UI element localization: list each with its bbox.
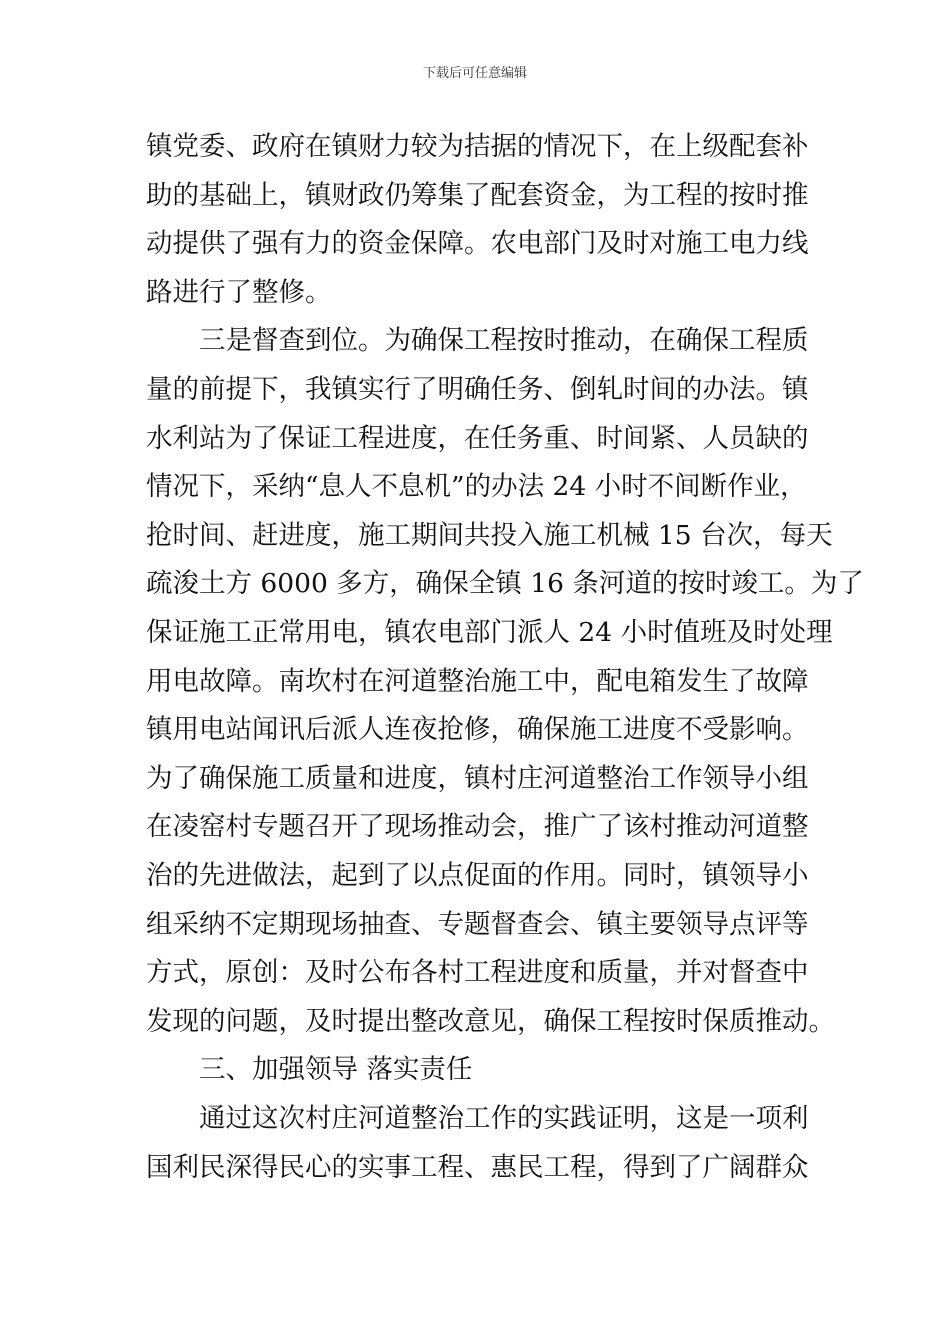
- text-line: 抢时间、赶进度，施工期间共投入施工机械 15 台次，每天: [146, 519, 833, 551]
- text-line: 在凌窑村专题召开了现场推动会，推广了该村推动河道整: [146, 811, 809, 843]
- text-line: 助的基础上，镇财政仍筹集了配套资金，为工程的按时推: [146, 179, 809, 211]
- text-line: 用电故障。南坎村在河道整治施工中，配电箱发生了故障: [146, 665, 809, 697]
- paragraph-first-line: 三、加强领导 落实责任: [199, 1054, 473, 1086]
- text-line: 疏浚土方 6000 多方，确保全镇 16 条河道的按时竣工。为了: [146, 568, 864, 600]
- text-line: 镇用电站闻讯后派人连夜抢修，确保施工进度不受影响。: [146, 714, 809, 746]
- paragraph-first-line: 三是督查到位。为确保工程按时推动，在确保工程质: [199, 325, 809, 357]
- text-line: 治的先进做法，起到了以点促面的作用。同时，镇领导小: [146, 860, 809, 891]
- text-line: 为了确保施工质量和进度，镇村庄河道整治工作领导小组: [146, 762, 809, 794]
- text-line: 动提供了强有力的资金保障。农电部门及时对施工电力线: [146, 228, 809, 260]
- text-line: 水利站为了保证工程进度，在任务重、时间紧、人员缺的: [146, 422, 809, 454]
- text-line: 路进行了整修。: [146, 276, 332, 308]
- text-line: 保证施工正常用电，镇农电部门派人 24 小时值班及时处理: [146, 617, 833, 648]
- text-line: 国利民深得民心的实事工程、惠民工程，得到了广阔群众: [146, 1151, 809, 1183]
- paragraph-first-line: 通过这次村庄河道整治工作的实践证明，这是一项利: [199, 1103, 809, 1134]
- text-line: 情况下，采纳“息人不息机”的办法 24 小时不间断作业，: [146, 471, 807, 503]
- text-line: 方式，原创：及时公布各村工程进度和质量，并对督查中: [146, 957, 809, 989]
- text-line: 组采纳不定期现场抽查、专题督查会、镇主要领导点评等: [146, 908, 809, 940]
- text-line: 发现的问题，及时提出整改意见，确保工程按时保质推动。: [146, 1005, 835, 1037]
- text-line: 量的前提下，我镇实行了明确任务、倒轧时间的办法。镇: [146, 374, 809, 405]
- page-header: 下载后可任意编辑: [422, 66, 527, 81]
- text-line: 镇党委、政府在镇财力较为拮据的情况下，在上级配套补: [146, 131, 809, 162]
